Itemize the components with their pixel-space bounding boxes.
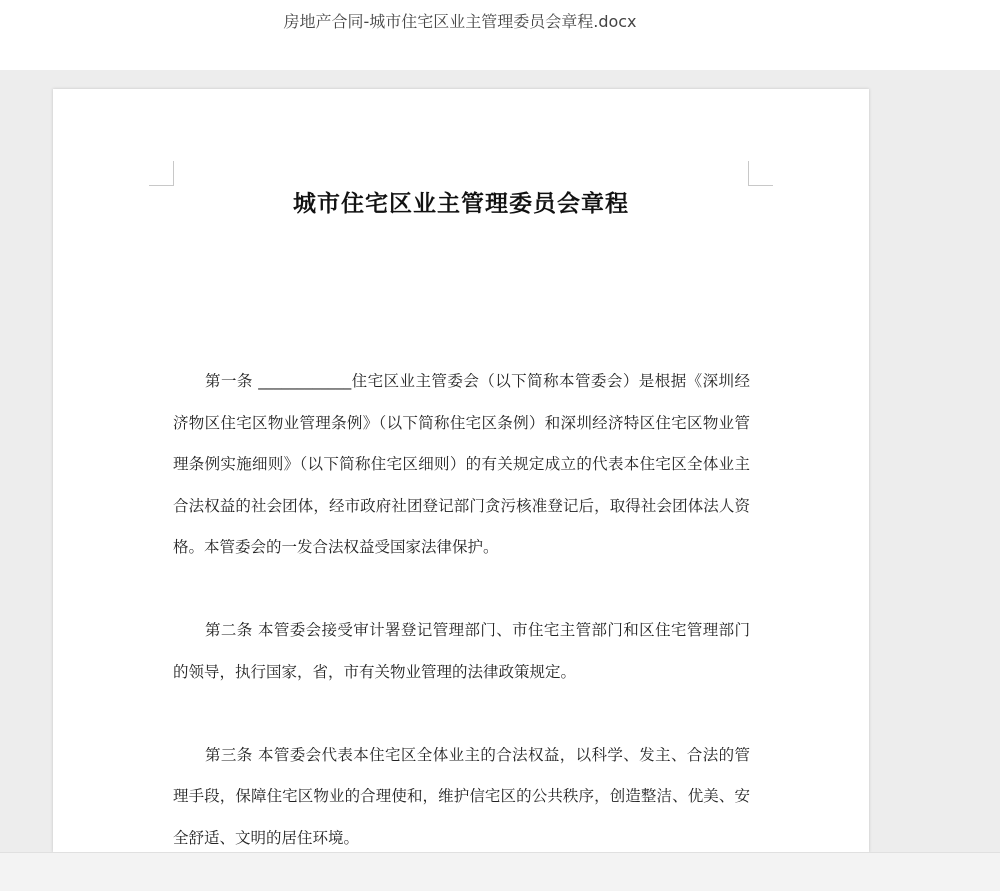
- document-page[interactable]: [53, 89, 869, 852]
- status-bar: [0, 852, 1000, 891]
- document-title: 城市住宅区业主管理委员会章程: [293, 191, 629, 217]
- margin-corner-marker-top-right: [748, 161, 773, 186]
- title-bar: [0, 0, 1000, 70]
- margin-corner-marker-top-left: [149, 161, 174, 186]
- paragraph-article-2: 第二条 本管委会接受审计署登记管理部门、市住宅主管部门和区住宅管理部门的领导，执行国家，省，市有关物业管理的法律政策规定。: [173, 621, 750, 681]
- paragraph-article-3: 第三条 本管委会代表本住宅区全体业主的合法权益，以科学、发主、合法的管理手段，保障住宅区物业的合理使和，维护信宅区的公共秩序，创造整洁、优美、安全舒适、文明的居住环境。: [173, 745, 750, 847]
- document-filename: 房地产合同-城市住宅区业主管理委员会章程.docx: [283, 12, 637, 31]
- document-body[interactable]: [173, 361, 750, 852]
- paragraph-article-1: 第一条 ____________住宅区业主管委会（以下简称本管委会）是根据《深圳经济物区住宅区物业管理条例》（以下简称住宅区条例）和深圳经济特区住宅区物业管理条例实施细则》（以下简称住宅区细则）的有关规定成立的代表本住宅区全体业主合法权益的社会团体，经市政府社团登记部门贪污核准登记后，取得社会团体法人资格。本管委会的一发合法权益受国家法律保护。: [173, 372, 750, 556]
